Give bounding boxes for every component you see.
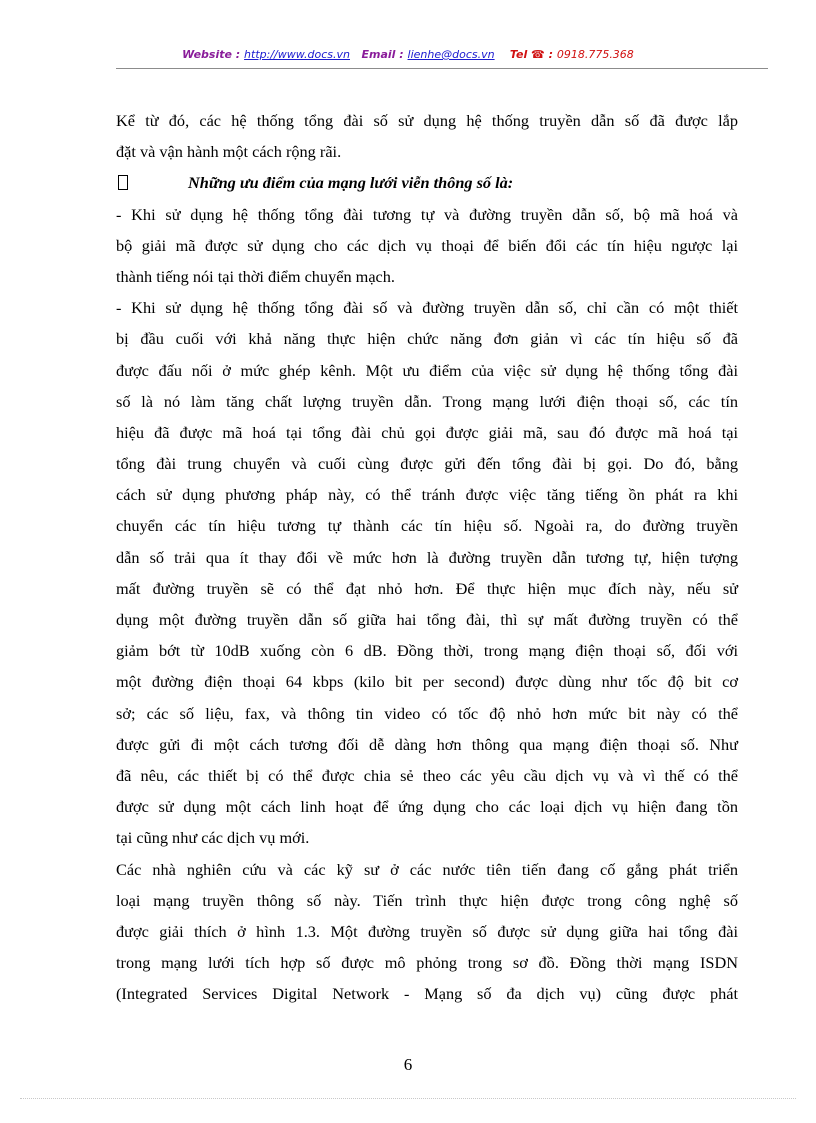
- text-line: hiệu đã được mã hoá tại tổng đài chủ gọi được giải mã, sau đó được mã hoá tại: [116, 422, 738, 442]
- text-line: được đấu nối ở mức ghép kênh. Một ưu điểm của việc sử dụng hệ thống tổng đài: [116, 360, 738, 380]
- text-line: sở; các số liệu, fax, và thông tin video có tốc độ nhỏ hơn mức bit này có thể: [116, 703, 738, 723]
- page-number: 6: [403, 1055, 413, 1074]
- text-line: đã nêu, các thiết bị có thể được chia sẻ theo các yêu cầu dịch vụ và vì thế có thể: [116, 765, 738, 785]
- heading-text: Những ưu điểm của mạng lưới viễn thông số là:: [188, 173, 514, 193]
- text-line: (Integrated Services Digital Network - Mạng số đa dịch vụ) cũng được phát: [116, 984, 738, 1004]
- text-line: trong mạng lưới tích hợp số được mô phỏng trong sơ đồ. Đồng thời mạng ISDN: [116, 953, 738, 973]
- paragraph-intro: [116, 105, 738, 167]
- text-line: tại cũng như các dịch vụ mới.: [116, 828, 310, 848]
- website-link[interactable]: http://www.docs.vn: [244, 48, 350, 61]
- website-label: Website :: [182, 48, 241, 61]
- tel-label: Tel ☎ :: [509, 48, 553, 61]
- paragraph-analog: [116, 199, 738, 293]
- email-link[interactable]: lienhe@docs.vn: [407, 48, 495, 61]
- text-line: cách sử dụng phương pháp này, có thể tránh được việc tăng tiếng ồn phát ra khi: [116, 485, 738, 505]
- text-line: thành tiếng nói tại thời điểm chuyển mạch.: [116, 266, 395, 286]
- text-line: dụng một đường truyền dẫn số giữa hai tổng đài, thì sự mất đường truyền có thể: [116, 610, 738, 629]
- tel-number: 0918.775.368: [556, 48, 634, 61]
- text-line: dẫn số trải qua ít thay đổi về mức hơn là đường truyền dẫn tương tự, hiện tượng: [116, 547, 738, 567]
- text-line: bị đầu cuối với khả năng thực hiện chức năng đơn giản vì các tín hiệu số đã: [116, 329, 738, 349]
- text-line: số là nó làm tăng chất lượng truyền dẫn. Trong mạng lưới điện thoại số, các tín: [116, 391, 738, 411]
- email-label: Email :: [361, 48, 404, 61]
- page-header: [0, 48, 816, 61]
- text-line: mất đường truyền sẽ có thể đạt nhỏ hơn. Để thực hiện mục đích này, nếu sử: [116, 578, 738, 598]
- paragraph-research: [116, 854, 738, 1010]
- text-line: chuyển các tín hiệu tương tự thành các tín hiệu số. Ngoài ra, do đường truyền: [116, 516, 738, 536]
- bullet-box-icon: [118, 175, 128, 190]
- section-heading: [116, 167, 738, 198]
- document-body: [116, 105, 738, 1009]
- text-line: bộ giải mã được sử dụng cho các dịch vụ thoại để biến đổi các tín hiệu ngược lại: [116, 235, 738, 255]
- text-line: được gửi đi một cách tương đối dễ dàng hơn thông qua mạng điện thoại số. Như: [116, 734, 738, 754]
- text-line: Các nhà nghiên cứu và các kỹ sư ở các nước tiên tiến đang cố gắng phát triển: [116, 859, 738, 879]
- text-line: một đường điện thoại 64 kbps (kilo bit per second) được dùng như tốc độ bit cơ: [116, 672, 738, 692]
- text-line: được sử dụng một cách linh hoạt để ứng dụng cho các loại dịch vụ hiện đang tồn: [116, 797, 738, 817]
- header-divider: [116, 68, 768, 69]
- text-line: loại mạng truyền thông số này. Tiến trình thực hiện được trong công nghệ số: [116, 890, 738, 910]
- text-line: Kể từ đó, các hệ thống tổng đài số sử dụng hệ thống truyền dẫn số đã được lắp: [116, 111, 738, 130]
- text-line: tổng đài trung chuyển và cuối cùng được gửi đến tổng đài bị gọi. Do đó, bằng: [116, 454, 738, 474]
- paragraph-digital: [116, 292, 738, 853]
- text-line: - Khi sử dụng hệ thống tổng đài tương tự và đường truyền dẫn số, bộ mã hoá và: [116, 204, 738, 224]
- text-line: được giải thích ở hình 1.3. Một đường truyền số được sử dụng giữa hai tổng đài: [116, 921, 738, 941]
- footer-divider: [20, 1098, 796, 1099]
- text-line: giảm bớt từ 10dB xuống còn 6 dB. Đồng thời, trong mạng điện thoại số, đối với: [116, 641, 738, 661]
- text-line: - Khi sử dụng hệ thống tổng đài số và đường truyền dẫn số, chỉ cần có một thiết: [116, 298, 738, 318]
- text-line: đặt và vận hành một cách rộng rãi.: [116, 142, 342, 162]
